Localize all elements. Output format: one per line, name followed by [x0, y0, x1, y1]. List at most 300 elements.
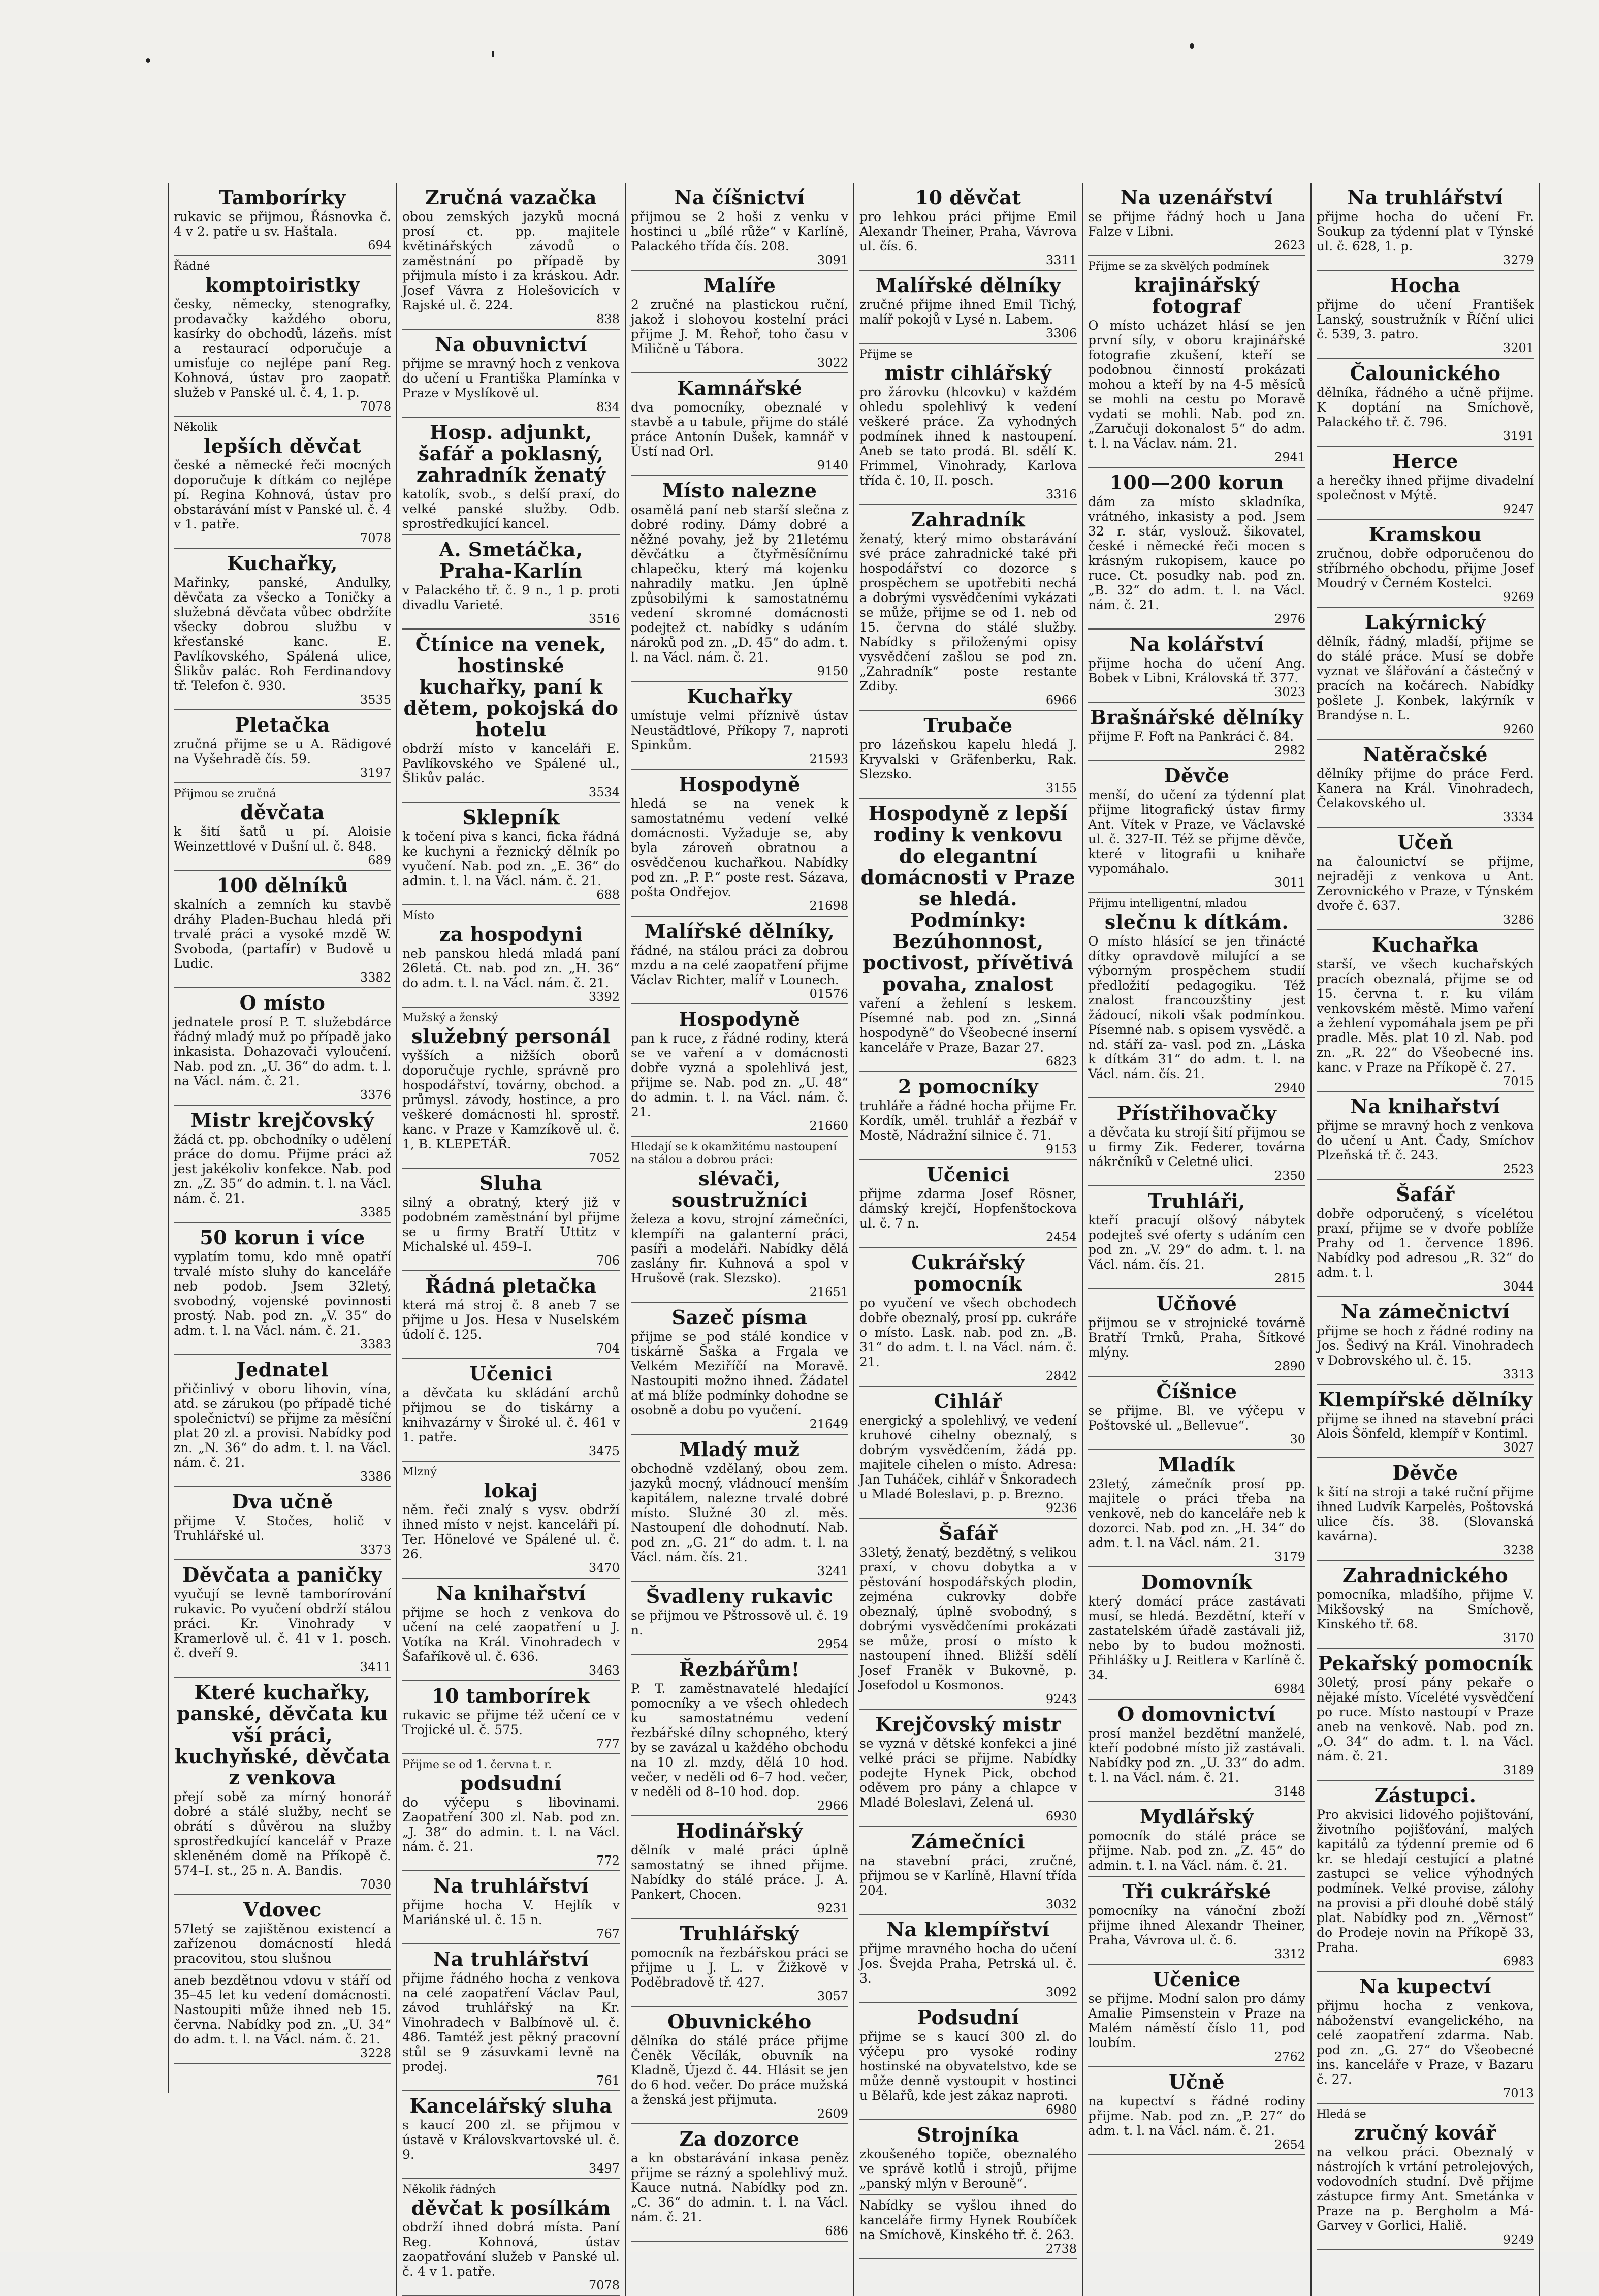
ad-number: 3382	[360, 970, 391, 985]
classified-ad	[859, 2120, 1077, 2195]
ad-heading: Mydlářský	[1139, 1805, 1254, 1828]
classified-ad	[1317, 828, 1534, 930]
ad-body: osamělá paní neb starší slečna z dobré rodiny. Dámy dobré a něžné povahy, jež by 21letému děvčátku a čtyřměsíčnímu chlapečku, který má kojenku nahradily matku. Jen úplně způsobilými k samostatnému vedení skromné domácnosti podejtež ct. nabídky s udáním nároků pod zn. „D. 45“ do adm. t. l. na Václ. nám. č. 21.	[631, 502, 848, 665]
ad-number: 761	[596, 2073, 620, 2088]
ad-number: 3027	[1502, 1440, 1534, 1455]
ad-body: dělníky přijme do práce Ferd. Kanera na Král. Vinohradech, Čelakovského ul.	[1317, 766, 1534, 810]
ad-heading: Hospodyně	[679, 773, 801, 796]
ad-body: přijme se ihned na stavební práci Alois Šönfeld, klempíř v Kontiml.	[1317, 1411, 1534, 1441]
ad-heading: Na klempířství	[886, 1918, 1050, 1941]
classified-ad	[1088, 893, 1305, 1098]
ad-number: 3179	[1274, 1550, 1305, 1564]
ad-heading: Šafář	[939, 1522, 998, 1545]
classified-ad	[402, 1359, 620, 1462]
classified-ad	[859, 505, 1077, 711]
ad-column	[397, 183, 626, 2296]
classified-ad	[1317, 1092, 1534, 1180]
ad-number: 777	[596, 1737, 620, 1751]
ad-number: 3392	[588, 990, 620, 1004]
ad-body: a herečky ihned přijme divadelní společnost v Mýtě.	[1317, 473, 1534, 502]
ad-number: 3228	[360, 2046, 391, 2060]
ad-body: přijme se pod stálé kondice v tiskárně Šaška a Frgala ve Velkém Meziříčí na Moravě. Nastoupiti možno ihned. Žádatel ať má blíže podmínky dohodne se osobně a dobu po vyučení.	[631, 1329, 848, 1418]
ad-body: přijme F. Foft na Pankráci č. 84.	[1088, 729, 1294, 744]
ad-heading: Lakýrnický	[1364, 611, 1486, 634]
ad-heading: Na číšnictví	[674, 186, 805, 209]
ad-heading: služebný personál	[411, 1025, 611, 1048]
ad-body: české a německé řeči mocných doporučuje k dítkám co nejlépe pí. Regina Kohnová, ústav pro obstarávání míst v Panské ul. č. 4 v 1. patře.	[174, 458, 391, 531]
ad-number: 3311	[1045, 253, 1077, 267]
ad-body: zručná přijme se u A. Rädigové na Vyšehradě čís. 59.	[174, 737, 391, 766]
ad-heading: lokaj	[484, 1479, 538, 1502]
ad-heading: krajinářský fotograf	[1134, 273, 1260, 318]
ad-body: česky, německy, stenografky, prodavačky každého oboru, kasírky do obchodů, lázeňs. míst a restaurací odporučuje a umisťuje co nejlépe paní Reg. Kohnová, ústav pro zaopatř. služeb v Panské ul. č. 4, 1. p.	[174, 297, 391, 400]
ad-number: 3057	[817, 1989, 848, 2003]
ad-body: přijme V. Stočes, holič v Truhlářské ul.	[174, 1514, 391, 1543]
ad-number: 3197	[360, 766, 391, 780]
ad-number: 9269	[1502, 590, 1534, 604]
ad-body: obou zemských jazyků mocná prosí ct. pp. majitele květinářských závodů o zaměstnání po případě by přijmula místo i za kráskou. Adr. Josef Vávra z Holešovicích v Rajské ul. č. 224.	[402, 209, 620, 312]
ad-column	[169, 183, 397, 2296]
ad-column	[626, 183, 854, 2296]
ad-body: vyučují se levně tamborírování rukavic. Po vyučení obdrží stálou práci. Kr. Vinohrady v Kramerlově ul. č. 41 v 1. posch. č. dveří 9.	[174, 1587, 391, 1660]
classified-ad	[402, 803, 620, 905]
ad-number: 6966	[1045, 693, 1077, 707]
classified-ad	[1088, 1289, 1305, 1377]
classified-ad	[1088, 1186, 1305, 1289]
ad-heading: Mladý muž	[679, 1438, 800, 1461]
ad-body: přijme se mravný hoch z venkova do učení u Františka Plamínka v Praze v Myslíkově ul.	[402, 356, 620, 400]
ad-number: 7030	[360, 1877, 391, 1892]
ad-body: něm. řeči znalý s vysv. obdrží ihned místo v nejst. kanceláři pí. Ter. Hönelové ve Spálené ul. č. 26.	[402, 1502, 620, 1561]
print-speck	[492, 51, 494, 57]
classified-ad	[174, 783, 391, 871]
ad-body: zkoušeného topiče, obeznalého ve správě kotlů i strojů, přijme „panský mlýn v Berouně“.	[859, 2147, 1077, 2191]
ad-heading: Sklepník	[462, 806, 560, 829]
ad-body: pomocník do stálé práce se přijme. Nab. pod zn. „Z. 45“ do admin. t. l. na Václ. nám. č. 21.	[1088, 1829, 1305, 1873]
ad-number: 3011	[1274, 875, 1305, 890]
classified-ad	[631, 183, 848, 271]
ad-heading: Za dozorce	[679, 2127, 800, 2150]
ad-subheading: Hledají se k okamžitému nastoupení na stálou a dobrou práci:	[631, 1141, 837, 1167]
ad-body: na stavební práci, zručné, přijmou se v Karlíně, Hlavní třída 204.	[859, 1853, 1077, 1898]
ad-number: 688	[596, 888, 620, 902]
ad-number: 7078	[360, 399, 391, 414]
ad-heading: Dva učně	[232, 1490, 333, 1513]
ad-body: přejí sobě za mírný honorář dobré a stálé služby, nechť se obrátí s důvěrou na služby sprostředkující kancelář v Praze skleněném domě na Příkopě č. 574–I. st., 25 n. A. Bandis.	[174, 1789, 391, 1878]
classified-ad	[631, 1303, 848, 1435]
ad-number: 3170	[1502, 1631, 1534, 1645]
classified-ad	[1088, 1567, 1305, 1700]
ad-body: k šití na stroji a také ruční přijme ihned Ludvík Karpelės, Poštovská ulice čís. 38. (Slovanská kavárna).	[1317, 1485, 1534, 1544]
classified-ad	[402, 1754, 620, 1871]
classified-ad	[631, 476, 848, 682]
ad-heading: Zahradnického	[1342, 1564, 1509, 1587]
ad-subheading: Několik řádných	[402, 2183, 496, 2196]
ad-number: 686	[825, 2224, 848, 2238]
classified-ad	[1317, 271, 1534, 359]
ad-heading: Děvče	[1164, 764, 1230, 787]
ad-heading: Učňové	[1156, 1292, 1237, 1315]
ad-number: 2523	[1502, 1162, 1534, 1176]
classified-ad	[402, 1681, 620, 1754]
classified-ad	[174, 710, 391, 783]
ad-body: 33letý, ženatý, bezdětný, s velikou praxí, v chovu dobytka a v pěstování hospodářských plodin, zejména cukrovky dobře obeznalý, úplně svobodný, s dobrými vysvědčeními prokázati se může, prosí o místo k nastoupení ihned. Bližší sdělí Josef Franěk v Bukovně, p. Josefodol u Kosmonos.	[859, 1545, 1077, 1692]
ad-number: 3155	[1045, 781, 1077, 795]
ad-heading: Zámečníci	[911, 1830, 1026, 1853]
ad-number: 7078	[360, 531, 391, 545]
ad-heading: děvčata	[240, 801, 325, 824]
classified-ad	[174, 1678, 391, 1895]
ad-number: 838	[596, 312, 620, 326]
ad-number: 01576	[809, 987, 848, 1001]
ad-number: 3385	[360, 1205, 391, 1219]
ad-heading: Tamborírky	[219, 186, 346, 209]
ad-body: pan k ruce, z řádné rodiny, která se ve vaření a v domácnosti dobře vyzná a spolehlivá jest, přijme se. Nab. pod zn. „U. 48“ do admin. t. l. na Václ. nám. č. 21.	[631, 1031, 848, 1119]
ad-body: dělník v malé práci úplně samostatný se ihned přijme. Nabídky do stálé práce. J. A. Pankert, Chocen.	[631, 1843, 848, 1902]
ad-heading: mistr cihlářský	[884, 361, 1052, 384]
ad-number: 6823	[1045, 1054, 1077, 1068]
ad-heading: Pletačka	[235, 713, 330, 736]
ad-heading: Sluha	[479, 1172, 543, 1194]
classified-ad	[174, 1223, 391, 1355]
ad-heading: Na kolářství	[1129, 633, 1264, 655]
ad-heading: Číšnice	[1156, 1380, 1237, 1403]
classified-ad	[174, 1560, 391, 1678]
ad-heading: 10 děvčat	[915, 186, 1021, 209]
ad-body: P. T. zaměstnavatelé hledající pomocníky a ve všech ohledech ku samostatnému vedení řezbářské dílny schopného, který by se zavázal u každého obchodu na 10 zl. mzdy, dělá 10 hod. večer, v neděli od 6–7 hod. večer, v neděli od 8–10 hod. dop.	[631, 1681, 848, 1799]
ad-number: 21660	[809, 1119, 848, 1133]
ad-heading: Kamnářské	[677, 376, 803, 399]
classified-ad	[1088, 1965, 1305, 2067]
ad-body: pro žárovku (hlcovku) v každém ohledu spolehlivý k vedení veškeré práce. Za vyhodných podmínek ihned k nastoupení. Aneb se tato prodá. Bl. sdělí K. Frimmel, Vinohrady, Karlova třída č. 10, II. posch.	[859, 385, 1077, 488]
ad-subheading: Řádné	[174, 260, 210, 273]
classified-ad	[859, 799, 1077, 1072]
ad-heading: Učenici	[469, 1362, 553, 1385]
classified-ad	[1317, 447, 1534, 520]
classified-ad	[859, 1072, 1077, 1160]
classified-ad	[859, 1160, 1077, 1248]
ad-number: 2815	[1274, 1271, 1305, 1285]
classified-ad	[1317, 1458, 1534, 1561]
ad-body: truhláře a řádné hocha přijme Fr. Kordík, uměl. truhlář a řezbář v Mostě, Nádražní silnice č. 71.	[859, 1098, 1077, 1143]
ad-body: starší, ve všech kuchařských pracích obeznalá, přijme se od 15. června t. r. ku vilám venkovském městě. Mimo vaření a žehlení vypomáhala jsem pe při pradle. Měs. plat 10 zl. Nab. pod zn. „R. 22“ do Všeobecné ins. kanc. v Praze na Příkopě č. 27.	[1317, 957, 1534, 1075]
ad-body: pomocníky na vánoční zboží přijme ihned Alexandr Theiner, Praha, Vávrova ul. č. 6.	[1088, 1903, 1305, 1947]
classified-ad	[631, 917, 848, 1004]
classified-ad	[859, 1248, 1077, 1387]
ad-number: 3312	[1274, 1947, 1305, 1961]
ad-heading: komptoiristky	[205, 273, 360, 296]
ad-heading: Na truhlářství	[1347, 186, 1504, 209]
ad-body: umístuje velmi příznivě ústav Neustädtlové, Příkopy 7, naproti Spinkům.	[631, 708, 848, 752]
ad-heading: Sazeč písma	[671, 1306, 808, 1329]
ad-body: s kaucí 200 zl. se přijmou v ústavě v Královskvartovské ul. č. 9.	[402, 2118, 620, 2162]
ad-body: obdrží ihned dobrá místa. Paní Reg. Kohnová, ústav zaopatřování služeb v Panské ul. č. 4 v 1. patře.	[402, 2220, 620, 2279]
ad-number: 767	[596, 1927, 620, 1941]
ad-heading: Řádná pletačka	[425, 1274, 597, 1297]
classified-ad	[631, 1582, 848, 1655]
ad-body: aneb bezdětnou vdovu v stáří od 35–45 let ku vedení domácnosti. Nastoupiti může ihned neb 15. června. Nabídky pod zn. „U. 34“ do adm. t. l. na Václ. nám. č. 21.	[174, 1973, 391, 2047]
ad-body: přijme hocha V. Hejlík v Mariánské ul. č. 15 n.	[402, 1898, 620, 1927]
ad-number: 30	[1290, 1432, 1305, 1446]
ad-body: O místo hlásící se jen třinácté dítky opravdově milující a se výborným prospěchem studií předložití pedagogiku. Též znalost francouzštiny jest žádoucí, nikoli však podmínkou. Písemné nab. s opisem vysvědč. a nd. stáří za- vasl. pod zn. „Láska k dítkám 31“ do adm. t. l. na Václ. nám. čís. 21.	[1088, 934, 1305, 1081]
ad-number: 7078	[588, 2278, 620, 2292]
classified-ad	[1088, 2067, 1305, 2155]
ad-heading: Strojníka	[917, 2123, 1019, 2146]
classified-ad	[1317, 1385, 1534, 1458]
ad-heading: Kuchařky,	[227, 552, 338, 575]
print-speck	[1190, 43, 1194, 49]
ad-number: 3334	[1502, 810, 1534, 824]
ad-body: a děvčata ku strojí šití přijmou se u firmy Zik. Federer, továrna nákrčníků v Celetné ulici.	[1088, 1125, 1305, 1169]
ad-body: který domácí práce zastávati musí, se hledá. Bezdětní, kteří v zastatelském úřadě zastávali již, nebo by to budou možnosti. Přihlášky u J. Reitlera v Karlíně č. 34.	[1088, 1594, 1305, 1682]
classified-ad	[1088, 761, 1305, 893]
ad-body: katolík, svob., s delší praxí, do velké panské služby. Odb. sprostředkující kancel.	[402, 487, 620, 531]
ad-body: na velkou práci. Obeznalý v nástrojích k vrtání petrolejových, vodovodních studní. Dvě přijme zástupce firmy Ant. Smetánka v Praze na p. Bergholm a Má-Garvey v Gorlici, Haliě.	[1317, 2145, 1534, 2233]
ad-number: 706	[596, 1253, 620, 1268]
ad-body: přijme zdarma Josef Rösner, dámský krejčí, Hopfenštockova ul. č. 7 n.	[859, 1186, 1077, 1231]
ad-number: 3475	[588, 1444, 620, 1458]
ad-body: přijme do učení František Lanský, soustružník v Říční ulici č. 539, 3. patro.	[1317, 297, 1534, 341]
ad-body: Nabídky se vyšlou ihned do kanceláře firmy Hynek Roubíček na Smíchově, Kinského tř. č. 263.	[859, 2198, 1077, 2242]
classified-ad	[859, 1387, 1077, 1519]
ad-body: přijme se hoch z řádné rodiny na Jos. Šedivý na Král. Vinohradech v Dobrovského ul. č. 15.	[1317, 1324, 1534, 1368]
ad-body: Pro akvisici lidového pojištování, životního pojišťování, malých kapitálů za týdenní premie od 6 kr. se hledají cestující a platné zastupci se velice výhodných podmínek. Velké provise, zálohy na provisi a při dlouhé době stálý plat. Nabídky pod zn. „Věrnost“ do Prodeje novin na Příkopě 33, Praha.	[1317, 1807, 1534, 1955]
ad-body: k šití šatů u pí. Aloisie Weinzettlové v Dušní ul. č. 848.	[174, 824, 391, 854]
ad-body: na čalounictví se přijme, nejraději z venkova u Ant. Zerovnického v Praze, v Týnském dvoře č. 637.	[1317, 854, 1534, 913]
ad-body: silný a obratný, který již v podobném zaměstnání byl přijme se u firmy Bratří Uttitz v Michalské ul. 459–I.	[402, 1195, 620, 1254]
classified-ad	[1317, 608, 1534, 740]
ad-number: 2654	[1274, 2137, 1305, 2152]
ad-body: v Palackého tř. č. 9 n., 1 p. proti divadlu Varieté.	[402, 583, 620, 612]
classified-ad	[1317, 1781, 1534, 1972]
ad-subheading: Přijmu intelligentní, mladou	[1088, 897, 1248, 910]
ad-body: se přijme. Modní salon pro dámy Amalie Pimsenstein v Praze na Malém náměstí číslo 11, pod loubím.	[1088, 1991, 1305, 2050]
ad-number: 9153	[1045, 1142, 1077, 1156]
classified-ad	[859, 1827, 1077, 1915]
classified-ad	[402, 905, 620, 1008]
ad-number: 3286	[1502, 913, 1534, 927]
ad-heading: Zástupci.	[1374, 1784, 1477, 1807]
ad-body: přičinlivý v oboru lihovin, vína, atd. se zárukou (po případě tiché společnictví) se přijme za měsíční plat 20 zl. a provisi. Nabídky pod zn. „N. 36“ do adm. t. l. na Václ. nám. č. 21.	[174, 1381, 391, 1470]
ad-body: na kupectví s řádné rodiny přijme. Nab. pod zn. „P. 27“ do adm. t. l. na Václ. nám. č. 21.	[1088, 2094, 1305, 2138]
classified-ad	[174, 1355, 391, 1487]
ad-subheading: Místo	[402, 909, 434, 922]
ad-body: obchodně vzdělaný, obou zem. jazyků mocný, vládnoucí menším kapitálem, nalezne trvalé dobré místo. Služné 30 zl. měs. Nastoupení dle dohodnutí. Nab. pod zn. „G. 21“ do adm. t. l. na Václ. nám. čís. 21.	[631, 1461, 848, 1564]
ad-heading: Přístřihovačky	[1116, 1102, 1277, 1124]
ad-number: 689	[368, 853, 391, 867]
ad-column	[1083, 183, 1312, 2296]
classified-ad	[174, 1106, 391, 1223]
ad-heading: Na knihařství	[436, 1582, 586, 1605]
ad-heading: Učenici	[926, 1163, 1010, 1186]
classified-ad	[1317, 1972, 1534, 2104]
ad-number: 9231	[817, 1901, 848, 1915]
ad-body: a děvčata ku skládání archů přijmou se do tiskárny a knihvazárny v Široké ul. č. 461 v 1. patře.	[402, 1386, 620, 1444]
ad-heading: Truhláři,	[1147, 1189, 1246, 1212]
ad-number: 3091	[817, 253, 848, 267]
ad-heading: Děvčata a paničky	[182, 1563, 382, 1586]
ad-body: pomocníka, mladšího, přijme V. Mikšovský na Smíchově, Kinského tř. 68.	[1317, 1587, 1534, 1631]
classified-ad	[631, 1435, 848, 1582]
classified-ads-columns	[168, 183, 1540, 2292]
ad-heading: Truhlářský	[680, 1922, 800, 1945]
classified-ad	[631, 1655, 848, 1816]
ad-body: dám za místo skladníka, vrátného, inkasisty a pod. Jsem 32 r. stár, vyslouž. šikovatel, české i německé řeči mocen s krásným rukopisem, kauce po ruce. Ct. posudky nab. pod zn. „B. 32“ do adm. t. l. na Václ. nám. č. 21.	[1088, 494, 1305, 612]
classified-ad	[174, 1970, 391, 2064]
ad-number: 2738	[1045, 2242, 1077, 2256]
classified-ad	[174, 549, 391, 710]
ad-subheading: Mužský a ženský	[402, 1012, 498, 1024]
classified-ad	[402, 535, 620, 630]
ad-heading: Podsudní	[917, 2006, 1019, 2029]
classified-ad	[1088, 703, 1305, 761]
ad-number: 9236	[1045, 1501, 1077, 1515]
ad-number: 3148	[1274, 1784, 1305, 1799]
ad-heading: Pekařský pomocník	[1318, 1652, 1533, 1675]
ad-number: 3497	[588, 2161, 620, 2176]
ad-subheading: Mlzný	[402, 1466, 437, 1479]
ad-number: 772	[596, 1853, 620, 1868]
ad-body: železa a kovu, strojní zámečníci, klempíři na galanterní práci, pasíři a modeláři. Nabídky dělá zaslány fir. Kuhnová a spol v Hrušově (rak. Slezsko).	[631, 1212, 848, 1285]
classified-ad	[859, 2003, 1077, 2120]
ad-heading: za hospodyni	[439, 923, 583, 946]
ad-heading: Učenice	[1153, 1968, 1241, 1991]
ad-body: pro lehkou práci přijme Emil Alexandr Theiner, Praha, Vávrova ul. čís. 6.	[859, 209, 1077, 254]
ad-column	[1312, 183, 1540, 2296]
classified-ad	[1088, 1802, 1305, 1877]
ad-subheading: Přijme se od 1. června t. r.	[402, 1758, 552, 1771]
classified-ad	[174, 988, 391, 1106]
ad-body: dělníka, řádného a učně přijme. K doptání na Smíchově, Palackého tř. č. 796.	[1317, 385, 1534, 429]
ad-body: přijmou se 2 hoši z venku v hostinci u „bílé růže“ v Karlíně, Palackého třída čís. 208.	[631, 209, 848, 254]
classified-ad	[631, 2124, 848, 2242]
ad-number: 2623	[1274, 238, 1305, 253]
ad-heading: Na kupectví	[1359, 1975, 1491, 1998]
ad-number: 3463	[588, 1663, 620, 1678]
classified-ad	[402, 2091, 620, 2179]
ad-number: 3306	[1045, 326, 1077, 340]
classified-ad	[1088, 183, 1305, 256]
ad-column	[854, 183, 1083, 2296]
ad-number: 2350	[1274, 1169, 1305, 1183]
ad-number: 3383	[360, 1337, 391, 1351]
classified-ad	[1317, 359, 1534, 447]
classified-ad	[859, 271, 1077, 344]
classified-ad	[631, 373, 848, 476]
classified-ad	[631, 1137, 848, 1303]
classified-ad	[174, 417, 391, 549]
ad-number: 3411	[360, 1660, 391, 1674]
ad-number: 21649	[809, 1417, 848, 1431]
ad-number: 6983	[1502, 1954, 1534, 1968]
ad-number: 834	[596, 400, 620, 414]
ad-number: 3022	[817, 356, 848, 370]
ad-subheading: Hledá se	[1317, 2108, 1366, 2121]
classified-ad	[402, 1271, 620, 1359]
ad-body: 23letý, zámečník prosí pp. majitele o práci třeba na venkově, neb do kanceláře neb k dozorci. Nab. pod zn. „H. 34“ do adm. t. l. na Václ. nám. 21.	[1088, 1476, 1305, 1550]
classified-ad	[1317, 183, 1534, 271]
ad-heading: Děvče	[1392, 1461, 1458, 1484]
ad-number: 2982	[1274, 743, 1305, 758]
ad-heading: Učeň	[1397, 831, 1454, 854]
ad-number: 2940	[1274, 1081, 1305, 1095]
ad-heading: děvčat k posílkám	[411, 2196, 611, 2219]
ad-body: O místo ucházet hlásí se jen první síly, v oboru krajinářské fotografie zkušení, kteří se podobnou činností prokázati mohou a kteří by na 4-5 měsíců se mohli na cestu po Moravě vydati se mohli. Nab. pod zn. „Zaručuji dokonalost 5“ do adm. t. l. na Václav. nám. 21.	[1088, 318, 1305, 451]
ad-body: přijme hocha do učení Fr. Soukup za týdenní plat v Týnské ul. č. 628, 1. p.	[1317, 209, 1534, 254]
ad-heading: Hospodyně	[679, 1008, 801, 1030]
ad-body: energický a spolehlivý, ve vedení kruhové cihelny obeznalý, s dobrým vysvědčením, žádá pp. majitele cihelen o místo. Adresa: Jan Tuháček, cihlář v Šnkoradech u Mladé Boleslavi, p. p. Brezno.	[859, 1413, 1077, 1501]
ad-heading: Švadleny rukavic	[646, 1585, 834, 1608]
ad-number: 3241	[817, 1564, 848, 1578]
classified-ad	[1317, 1649, 1534, 1781]
classified-ad	[1088, 630, 1305, 703]
ad-number: 2454	[1045, 1230, 1077, 1244]
classified-ad	[1088, 1098, 1305, 1186]
ad-number: 2976	[1274, 612, 1305, 626]
ad-body: pro lázeňskou kapelu hledá J. Kryvalski v Gräfenberku, Rak. Slezsko.	[859, 737, 1077, 781]
classified-ad	[174, 183, 391, 256]
ad-heading: Hosp. adjunkt, šafář a poklasný, zahradník ženatý	[416, 421, 606, 486]
ad-body: po vyučení ve všech obchodech dobře obeznalý, prosí pp. cukráře o místo. Lask. nab. pod zn. „B. 31“ do adm. t. l. na Václ. nám. č. 21.	[859, 1296, 1077, 1369]
ad-number: 3189	[1502, 1763, 1534, 1777]
classified-ad	[174, 1895, 391, 1970]
classified-ad	[1088, 256, 1305, 468]
ad-number: 21698	[809, 899, 848, 913]
ad-heading: 100 dělníků	[216, 874, 348, 897]
ad-number: 2609	[817, 2106, 848, 2121]
ad-body: přijmu hocha z venkova, náboženství evangelického, na celé zaopatření zdarma. Nab. pod zn. „G. 27“ do Všeobecné ins. kanceláře v Praze, v Bazaru č. 27.	[1317, 1998, 1534, 2087]
ad-body: zručné přijme ihned Emil Tichý, malíř pokojů v Lysé n. Labem.	[859, 297, 1077, 327]
ad-heading: O místo	[239, 991, 326, 1014]
ad-body: přijme hocha do učení Ang. Bobek v Libni, Královská tř. 377.	[1088, 656, 1305, 685]
classified-ad	[174, 256, 391, 417]
ad-number: 9249	[1502, 2232, 1534, 2247]
ad-body: dělníka do stálé práce přijme Čeněk Věcílák, obuvník na Kladně, Újezd č. 44. Hlásit se jen do 6 hod. večer. Do práce mužská a ženská jest přijmuta.	[631, 2033, 848, 2107]
ad-body: přijme řádného hocha z venkova na celé zaopatření Václav Paul, závod truhlářský na Kr. Vinohradech v Balbínově ul. č. 486. Tamtéž jest pěkný pracovní stůl se 9 zásuvkami levně na prodej.	[402, 1971, 620, 2074]
ad-number: 3373	[360, 1543, 391, 1557]
ad-body: zručnou, dobře odporučenou do stříbrného obchodu, přijme Josef Moudrý v Černém Kostelci.	[1317, 546, 1534, 590]
ad-body: přijmou se v strojnické továrně Bratří Trnků, Praha, Šítkové mlýny.	[1088, 1315, 1305, 1360]
ad-number: 3201	[1502, 341, 1534, 355]
classified-ad	[1317, 930, 1534, 1092]
ad-number: 3470	[588, 1561, 620, 1575]
ad-number: 3386	[360, 1469, 391, 1484]
ad-heading: Na zámečnictví	[1340, 1300, 1510, 1323]
ad-number: 7013	[1502, 2086, 1534, 2100]
classified-ad	[859, 344, 1077, 505]
classified-ad	[631, 770, 848, 917]
ad-body: dělník, řádný, mladší, přijme se do stálé práce. Musí se dobře vyznat ve šlářování a částečný v pracích na kočárech. Nabídky pošlete J. Konbek, lakýrník v Brandýse n. L.	[1317, 634, 1534, 722]
classified-ad	[174, 871, 391, 988]
ad-heading: Hospodyně z lepší rodiny k venkovu do elegantní domácnosti v Praze se hledá. Podmínky: Bezúhonnost, poctivost, přívětivá povaha, znalost	[860, 802, 1076, 995]
classified-ad	[859, 711, 1077, 799]
ad-number: 694	[368, 238, 391, 253]
ad-heading: Vdovec	[243, 1898, 322, 1921]
ad-number: 3279	[1502, 253, 1534, 267]
ad-body: kteří pracují olšový nábytek podejteš své oferty s udáním cen pod zn. „V. 29“ do adm. t. l. na Václ. nám. čís. 21.	[1088, 1213, 1305, 1272]
classified-ad	[402, 1169, 620, 1271]
ad-heading: Cukrářský pomocník	[911, 1251, 1025, 1295]
ad-heading: Trubače	[923, 714, 1013, 737]
ad-body: k točení piva s kanci, ficka řádná ke kuchyni a řeznický dělník po vyučení. Nab. pod zn. „E. 36“ do admin. t. l. na Václ. nám. č. 21.	[402, 829, 620, 888]
ad-body: pomocník na řezbářskou práci se přijme u J. L. v Žižkově v Poděbradově tř. 427.	[631, 1945, 848, 1990]
ad-body: a kn obstarávání inkasa peněz přijme se rázný a spolehlivý muž. Kauce nutná. Nabídky pod zn. „C. 36“ do admin. t. l. na Václ. nám. č. 21.	[631, 2151, 848, 2224]
classified-ad	[631, 682, 848, 770]
ad-heading: Obuvnického	[667, 2010, 812, 2033]
ad-number: 2966	[817, 1799, 848, 1813]
ad-heading: 2 pomocníky	[898, 1075, 1039, 1098]
ad-heading: Mistr krejčovský	[190, 1109, 374, 1131]
